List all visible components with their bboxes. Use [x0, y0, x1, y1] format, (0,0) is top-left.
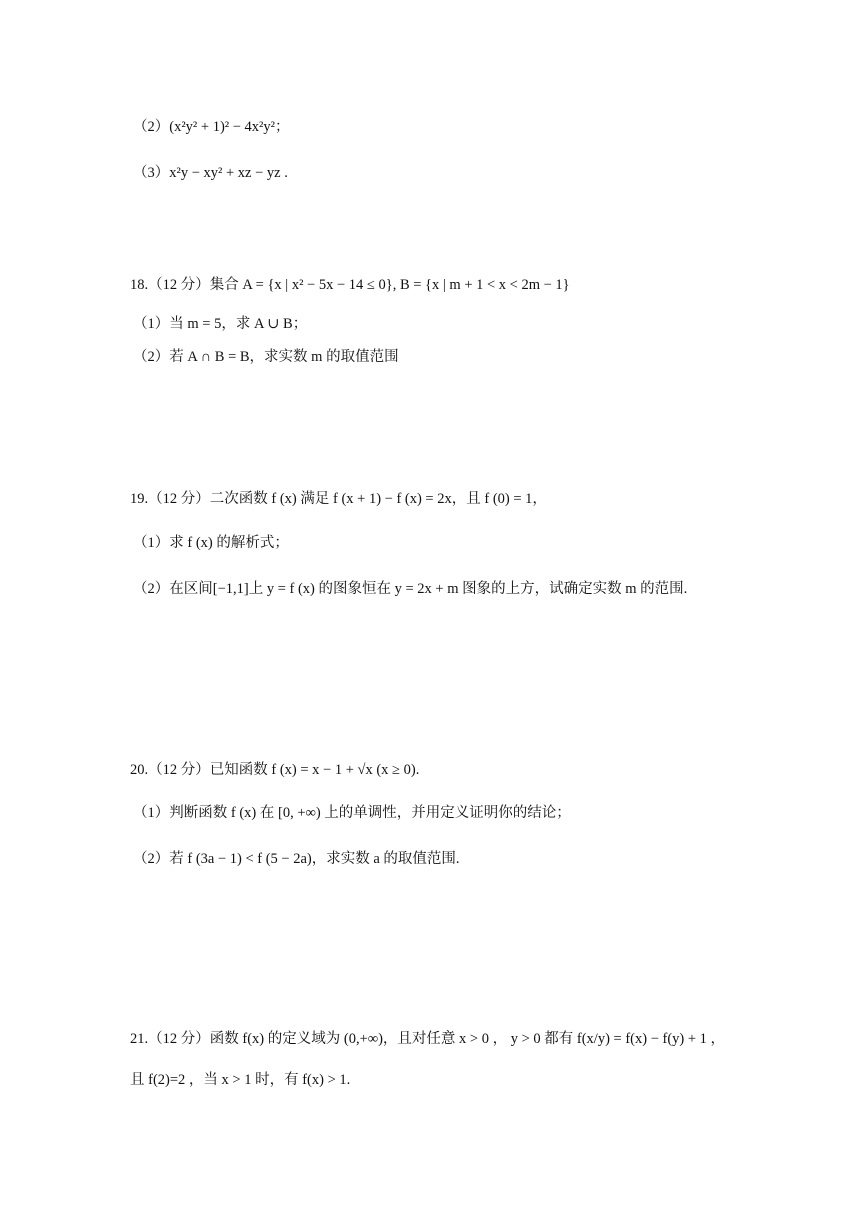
q20-stem-line	[130, 760, 419, 780]
q19-part1-text: （1）求 f (x) 的解析式；	[133, 535, 289, 551]
q20-part2-text: （2）若 f (3a − 1) < f (5 − 2a)，求实数 a 的取值范围.	[133, 851, 460, 867]
q18-stem-text: 18.（12 分）集合 A = {x | x² − 5x − 14 ≤ 0}, B = {x | m + 1 < x < 2m − 1}	[130, 277, 570, 293]
q18-part2-text: （2）若 A ∩ B = B，求实数 m 的取值范围	[133, 349, 399, 365]
q19-part2-line	[133, 579, 687, 599]
q19-part2-text: （2）在区间[−1,1]上 y = f (x) 的图象恒在 y = 2x + m 图象的上方，试确定实数 m 的范围.	[133, 581, 688, 597]
q18-part1-text: （1）当 m = 5，求 A ∪ B；	[133, 316, 308, 332]
q21-stem-line	[130, 1029, 725, 1049]
q20-part2-line	[133, 849, 460, 869]
q17-part3-line	[133, 163, 288, 183]
q21-stem-text: 21.（12 分）函数 f(x) 的定义域为 (0,+∞)，且对任意 x > 0 ， y > 0 都有 f(x/y) = f(x) − f(y) + 1 ，	[130, 1031, 726, 1047]
q20-stem-text: 20.（12 分）已知函数 f (x) = x − 1 + √x (x ≥ 0).	[130, 762, 420, 778]
q21-cont-line	[130, 1070, 350, 1090]
q19-stem-line	[130, 489, 547, 509]
q18-part1-line	[133, 314, 307, 334]
q17-part2-line	[133, 117, 290, 137]
q17-part2-text: （2）(x²y² + 1)² − 4x²y²；	[133, 119, 290, 135]
q19-part1-line	[133, 533, 289, 553]
q21-cont-text: 且 f(2)=2 ，当 x > 1 时，有 f(x) > 1.	[130, 1072, 351, 1088]
q18-stem-line	[130, 275, 570, 295]
q19-stem-text: 19.（12 分）二次函数 f (x) 满足 f (x + 1) − f (x) = 2x，且 f (0) = 1，	[130, 491, 547, 507]
q18-part2-line	[133, 347, 399, 367]
q20-part1-line	[133, 803, 571, 823]
q17-part3-text: （3）x²y − xy² + xz − yz .	[133, 165, 288, 181]
q20-part1-text: （1）判断函数 f (x) 在 [0, +∞) 上的单调性，并用定义证明你的结论；	[133, 805, 571, 821]
